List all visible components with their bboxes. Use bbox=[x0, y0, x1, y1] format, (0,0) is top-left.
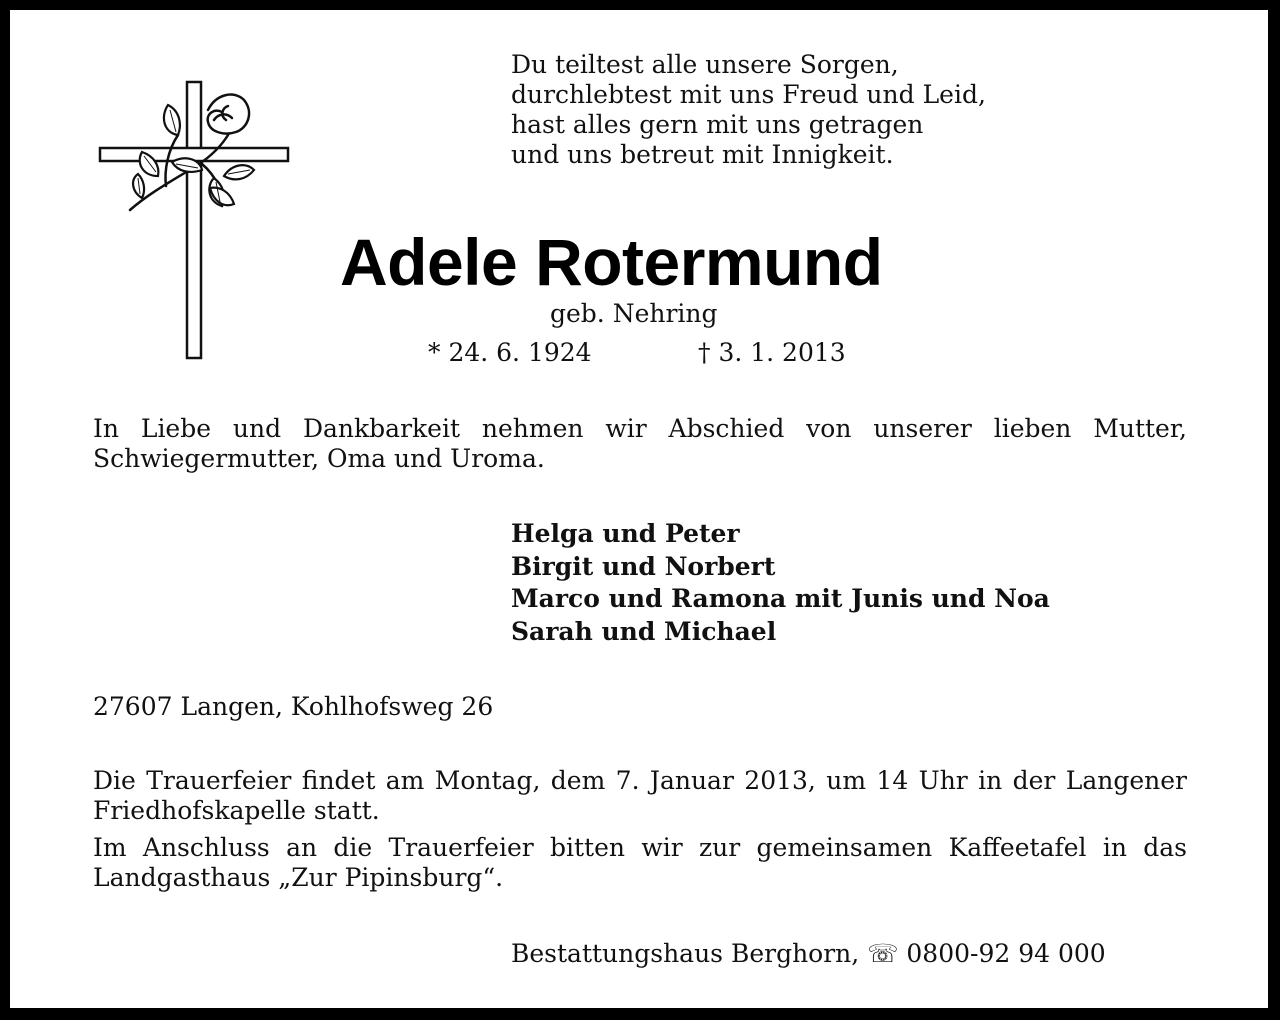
mourners-list bbox=[511, 518, 1050, 648]
mourner-entry: Birgit und Norbert bbox=[511, 551, 776, 581]
mourner-entry: Helga und Peter bbox=[511, 519, 740, 548]
undertaker-name: Bestattungshaus Berghorn, bbox=[511, 939, 860, 968]
memorial-poem bbox=[511, 50, 986, 170]
reception-text: Im Anschluss an die Trauerfeier bitten wir zur gemeinsamen Kaffeetafel in das Landgasthaus „Zur Pipinsburg“. bbox=[93, 833, 1187, 892]
phone-icon: ☏ bbox=[867, 939, 899, 968]
funeral-service-text: Die Trauerfeier findet am Montag, dem 7. Januar 2013, um 14 Uhr in der Langener Friedhofskapelle statt. bbox=[93, 766, 1187, 825]
family-address: 27607 Langen, Kohlhofsweg 26 bbox=[93, 692, 494, 721]
poem-line: Du teiltest alle unsere Sorgen, bbox=[511, 50, 899, 79]
undertaker-phone: 0800-92 94 000 bbox=[906, 939, 1106, 968]
poem-line: durchlebtest mit uns Freud und Leid, bbox=[511, 80, 986, 109]
birth-date: * 24. 6. 1924 bbox=[428, 338, 592, 367]
mourner-entry: Marco und Ramona mit Junis und Noa bbox=[511, 584, 1050, 613]
poem-line: hast alles gern mit uns getragen bbox=[511, 110, 924, 139]
undertaker-line bbox=[511, 939, 1106, 968]
obituary-notice bbox=[10, 10, 1268, 1008]
death-date: † 3. 1. 2013 bbox=[698, 338, 846, 367]
poem-line: und uns betreut mit Innigkeit. bbox=[511, 140, 894, 169]
mourner-entry: Sarah und Michael bbox=[511, 616, 777, 646]
farewell-text: In Liebe und Dankbarkeit nehmen wir Abschied von unserer lieben Mutter, Schwiegermutter, Oma und Uroma. bbox=[93, 414, 1187, 473]
cross-with-rose-icon bbox=[98, 80, 294, 362]
deceased-name: Adele Rotermund bbox=[340, 225, 883, 299]
maiden-name: geb. Nehring bbox=[550, 299, 718, 328]
